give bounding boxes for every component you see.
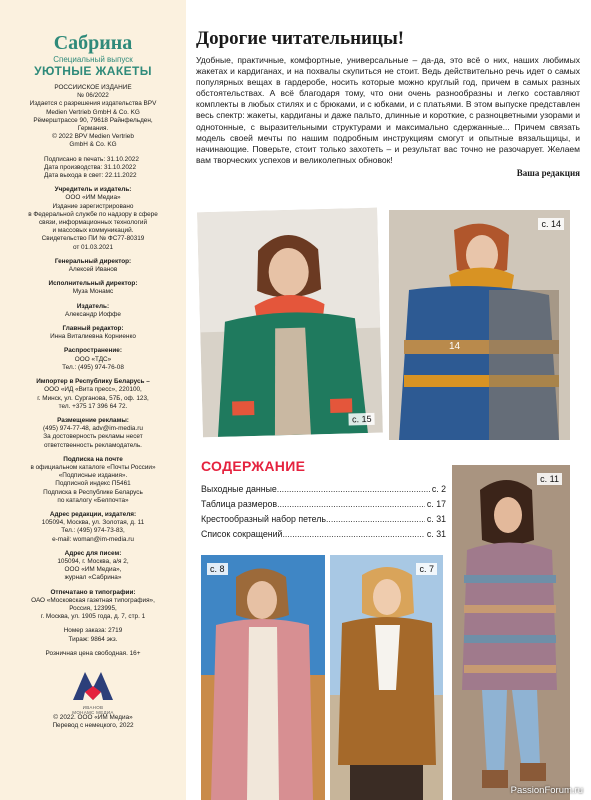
date-line: Дата производства: 31.10.2022: [44, 163, 136, 171]
founder-line: Свидетельство ПИ № ФС77-80319: [41, 235, 145, 243]
logo-caption: ИВАНОВ МОНАМС МЕДИА: [72, 705, 114, 716]
importer-line: тел. +375 17 396 64 72.: [58, 402, 128, 410]
toc-item-label: Выходные данные: [201, 484, 277, 494]
copyright-line: © 2022. ООО «ИМ Медиа»: [53, 713, 133, 721]
founder-line: в Федеральной службе по надзору в сфере: [28, 210, 158, 218]
photo-page-label: с. 15: [349, 413, 375, 426]
toc-leader: [326, 512, 425, 527]
publisher-heading: Издатель:: [76, 302, 110, 310]
letters-address-block: [6, 550, 180, 583]
subscription-line: Подписка в Республике Беларусь: [43, 488, 143, 496]
special-issue-label: Специальный выпуск: [53, 55, 133, 64]
edition-line: Рёмерштрассе 90, 79618 Райнфельден,: [33, 116, 153, 124]
dates-block: [44, 156, 180, 181]
editorial-address-line: Тел.: (495) 974-73-83,: [61, 527, 125, 535]
letters-address-heading: Адрес для писем:: [64, 549, 122, 557]
distribution-heading: Распространение:: [64, 347, 122, 355]
ads-heading: Размещение рекламы:: [57, 416, 129, 424]
distribution-line: ООО «ТДС»: [74, 355, 112, 363]
general-director-block: [6, 258, 180, 274]
ads-block: [6, 417, 180, 450]
chief-editor-block: [6, 325, 180, 341]
general-director-name: Алексей Иванов: [68, 266, 118, 274]
photo-mustard-cardigan: [330, 555, 443, 800]
printing-line: г. Москва, ул. 1905 года, д. 7, стр. 1: [40, 613, 146, 621]
editorial-address-block: [6, 511, 180, 544]
date-line: Дата выхода в свет: 22.11.2022: [44, 172, 137, 180]
general-director-heading: Генеральный директор:: [54, 257, 132, 265]
editorial-title: Дорогие читательницы!: [196, 28, 405, 49]
importer-heading: Импортер в Республику Беларусь –: [36, 378, 150, 386]
toc-leader: [277, 482, 430, 497]
ads-line: ответственность рекламодатель.: [44, 441, 142, 449]
photo-page-label: с. 11: [537, 473, 562, 485]
translation-line: Перевод с немецкого, 2022: [52, 722, 134, 730]
publisher-logo: [71, 668, 115, 716]
letters-address-line: 105094, г. Москва, а/я 2,: [57, 557, 129, 565]
importer-line: г. Минск, ул. Сурганова, 57Б, оф. 123,: [37, 394, 149, 402]
ads-line: За достоверность рекламы несет: [43, 433, 143, 441]
letters-address-line: журнал «Сабрина»: [64, 574, 122, 582]
publisher-name: Александр Иоффе: [65, 310, 121, 318]
subscription-line: Подписной индекс П5461: [55, 480, 131, 488]
printing-line: ОАО «Московская газетная типография»,: [31, 596, 155, 604]
publisher-block: [6, 303, 180, 319]
letters-address-line: ООО «ИМ Медиа»,: [64, 566, 122, 574]
founder-heading: Учредитель и издатель:: [54, 186, 132, 194]
toc-item[interactable]: [201, 482, 446, 497]
order-line: Тираж: 9864 экз.: [68, 635, 118, 643]
exec-director-heading: Исполнительный директор:: [48, 280, 138, 288]
founder-line: Издание зарегистрировано: [52, 202, 134, 210]
magazine-brand: Сабрина: [53, 32, 133, 54]
subscription-heading: Подписка на почте: [63, 455, 123, 463]
toc-item-label: Список сокращений: [201, 529, 283, 539]
issue-title: УЮТНЫЕ ЖАКЕТЫ: [34, 64, 152, 78]
edition-line: GmbH & Co. KG: [69, 141, 117, 149]
toc-item-page: с. 31: [426, 529, 446, 539]
distribution-block: [6, 347, 180, 372]
founder-line: и массовых коммуникаций.: [52, 227, 134, 235]
toc-item[interactable]: [201, 497, 446, 512]
model-number-marker: 14: [449, 341, 461, 352]
importer-line: ООО «ИД «Вита пресс», 220100,: [44, 386, 142, 394]
editorial-signature: Ваша редакция: [516, 167, 580, 178]
imprint-column: [0, 0, 186, 800]
photo-green-cardigan: [197, 208, 383, 438]
editorial-body: Удобные, практичные, комфортные, универсальные – да-да, это всё о них, наших любимых жакетах и кардиганах, и на похвалы скупиться не стоит. Ведь действительно речь идет о самых популярных вещах в гардеробе, носить которые можно круглый год, причем в самых разных обстоятельствах. А всё благодаря тому, что они очень разнообразны и легко составляют комплекты в любых стилях и с брюками, и с юбками, и с платьями. В этом выпуске представлен весь спектр: жакеты, кардиганы и даже пальто, длинные и короткие, с разноцветными узорами и однотонные, с выразительными структурами и максимально сдержанные... Причем связать модель своей мечты по нашим подробным инструкциям смогут и опытные вязальщицы, и начинающие. Поверьте, стоит только захотеть – и результат вас точно не разочарует. Желаем вам творческих успехов и великолепных обновок!: [196, 55, 580, 165]
editorial-address-line: 105094, Москва, ул. Золотая, д. 11: [41, 519, 145, 527]
toc-leader: [277, 497, 425, 512]
editorial-address-line: e-mail: woman@im-media.ru: [52, 535, 134, 543]
photo-pink-cardigan: [201, 555, 325, 800]
toc-item[interactable]: [201, 512, 446, 527]
price-line: Розничная цена свободная. 16+: [45, 649, 141, 657]
photo-page-label: с. 8: [207, 563, 228, 575]
edition-line: № 06/2022: [77, 92, 109, 100]
date-line: Подписано в печать: 31.10.2022: [44, 155, 139, 163]
toc-item-page: с. 17: [426, 499, 446, 509]
toc-item-page: с. 2: [431, 484, 446, 494]
photo-striped-coat: [389, 210, 570, 440]
founder-line: ООО «ИМ Медиа»: [65, 194, 121, 202]
toc-item-label: Таблица размеров: [201, 499, 278, 509]
printing-line: Россия, 123995,: [69, 604, 117, 612]
edition-block: [6, 84, 180, 150]
chief-editor-heading: Главный редактор:: [62, 325, 124, 333]
distribution-line: Тел.: (495) 974-76-08: [62, 363, 124, 371]
importer-block: [6, 378, 180, 411]
printing-block: [6, 589, 180, 622]
toc-leader: [282, 527, 424, 542]
editorial-letter: [196, 28, 580, 178]
table-of-contents: [201, 458, 446, 542]
toc-item[interactable]: [201, 527, 446, 542]
exec-director-block: [6, 280, 180, 296]
toc-item-label: Крестообразный набор петель: [201, 514, 326, 524]
edition-line: Medien Vertrieb GmbH & Co. KG: [46, 108, 140, 116]
subscription-line: «Подписные издания».: [58, 472, 128, 480]
toc-item-page: с. 31: [426, 514, 446, 524]
exec-director-name: Муза Монамс: [72, 288, 114, 296]
edition-line: Издается с разрешения издательства BPV: [29, 100, 157, 108]
founder-block: [6, 186, 180, 252]
subscription-block: [6, 456, 180, 505]
photo-page-label: с. 14: [538, 218, 564, 230]
founder-line: от 01.03.2021: [72, 243, 114, 251]
edition-line: © 2022 BPV Medien Vertrieb: [52, 133, 134, 141]
subscription-line: в официальном каталоге «Почты России»: [30, 463, 156, 471]
order-block: [6, 627, 180, 643]
founder-line: связи, информационных технологий: [38, 219, 148, 227]
edition-line: РОССИЙСКОЕ ИЗДАНИЕ: [54, 84, 132, 91]
edition-line: Германия.: [77, 125, 109, 133]
photo-striped-cardigan: [452, 465, 570, 800]
copyright-block: [6, 714, 180, 730]
chief-editor-name: Инна Виталиевна Корниенко: [50, 333, 136, 341]
order-line: Номер заказа: 2719: [63, 627, 123, 635]
photo-page-label: с. 7: [416, 563, 437, 575]
printing-heading: Отпечатано в типографии:: [50, 588, 136, 596]
watermark: PassionForum.ru: [510, 785, 583, 796]
ads-line: (495) 974-77-48, adv@im-media.ru: [43, 425, 143, 433]
editorial-address-heading: Адрес редакции, издателя:: [49, 510, 137, 518]
contents-title: СОДЕРЖАНИЕ: [201, 458, 306, 474]
subscription-line: по каталогу «Белпочта»: [57, 496, 129, 504]
